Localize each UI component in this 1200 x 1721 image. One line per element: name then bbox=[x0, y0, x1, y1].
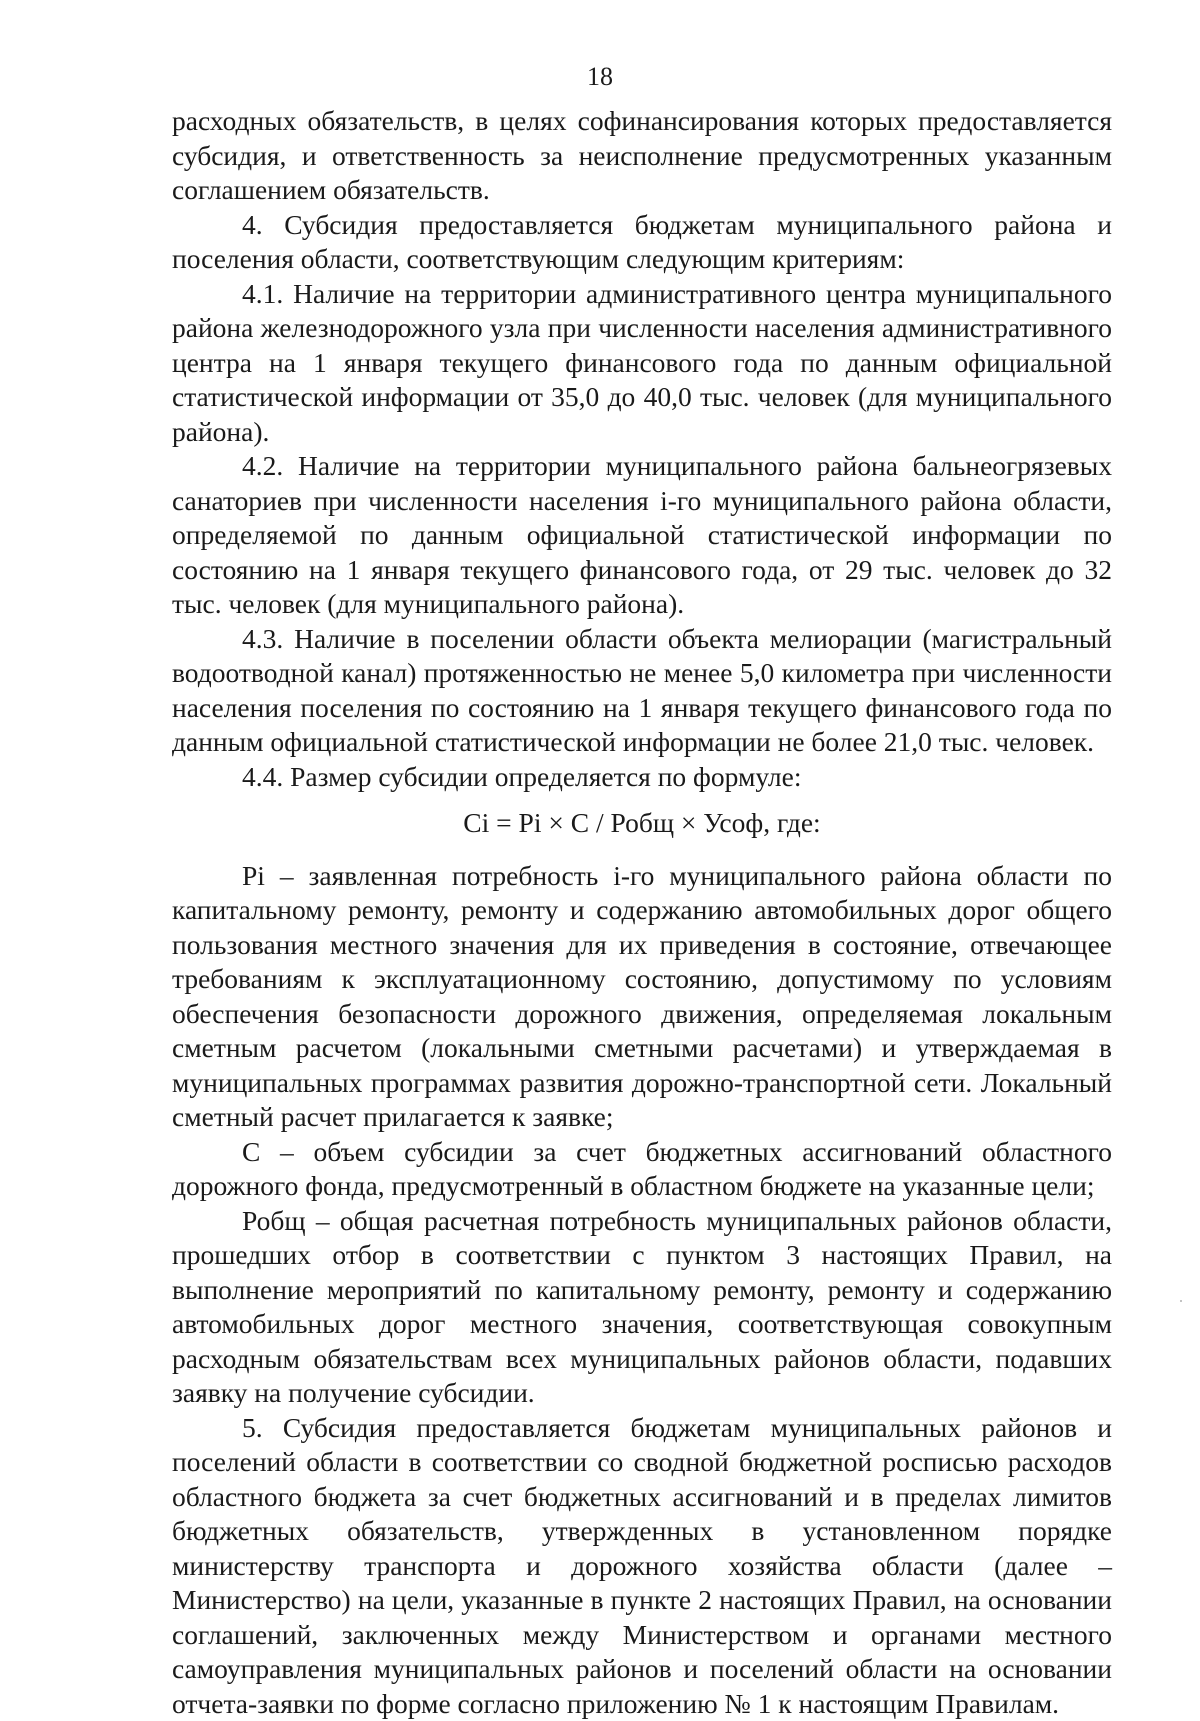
definition-pi: Pi – заявленная потребность i-го муниципального района области по капитальному ремонту, ремонту и содержанию автомобильных дорог общего пользования местного значения для их приведения в состояние, отвечающее требованиям к эксплуатационному состоянию, допустимому по условиям обеспечения безопасности дорожного движения, определяемая локальным сметным расчетом (локальными сметными расчетами) и утверждаемая в муниципальных программах развития дорожно-транспортной сети. Локальный сметный расчет прилагается к заявке; bbox=[172, 859, 1112, 1135]
paragraph-4-1: 4.1. Наличие на территории административного центра муниципального района железнодорожного узла при численности населения административного центра на 1 января текущего финансового года по данным официальной статистической информации от 35,0 до 40,0 тыс. человек (для муниципального района). bbox=[172, 277, 1112, 450]
definition-robsch: Робщ – общая расчетная потребность муниципальных районов области, прошедших отбор в соответствии с пунктом 3 настоящих Правил, на выполнение мероприятий по капитальному ремонту, ремонту и содержанию автомобильных дорог местного значения, соответствующая совокупным расходным обязательствам всех муниципальных районов области, подавших заявку на получение субсидии. bbox=[172, 1204, 1112, 1411]
paragraph-4-4: 4.4. Размер субсидии определяется по формуле: bbox=[172, 760, 1112, 795]
page-number: 18 bbox=[0, 62, 1200, 92]
paragraph-4: 4. Субсидия предоставляется бюджетам муниципального района и поселения области, соответствующим следующим критериям: bbox=[172, 208, 1112, 277]
paragraph-4-3: 4.3. Наличие в поселении области объекта мелиорации (магистральный водоотводной канал) протяженностью не менее 5,0 километра при численности населения поселения по состоянию на 1 января текущего финансового года по данным официальной статистической информации не более 21,0 тыс. человек. bbox=[172, 622, 1112, 760]
scan-speck bbox=[1180, 1300, 1182, 1302]
paragraph-continuation: расходных обязательств, в целях софинансирования которых предоставляется субсидия, и ответственность за неисполнение предусмотренных указанным соглашением обязательств. bbox=[172, 104, 1112, 208]
definition-c: С – объем субсидии за счет бюджетных ассигнований областного дорожного фонда, предусмотренный в областном бюджете на указанные цели; bbox=[172, 1135, 1112, 1204]
paragraph-5: 5. Субсидия предоставляется бюджетам муниципальных районов и поселений области в соответствии со сводной бюджетной росписью расходов областного бюджета за счет бюджетных ассигнований и в пределах лимитов бюджетных обязательств, утвержденных в установленном порядке министерству транспорта и дорожного хозяйства области (далее – Министерство) на цели, указанные в пункте 2 настоящих Правил, на основании соглашений, заключенных между Министерством и органами местного самоуправления муниципальных районов и поселений области на основании отчета-заявки по форме согласно приложению № 1 к настоящим Правилам. bbox=[172, 1411, 1112, 1721]
paragraph-4-2: 4.2. Наличие на территории муниципального района бальнеогрязевых санаториев при численности населения i-го муниципального района области, определяемой по данным официальной статистической информации по состоянию на 1 января текущего финансового года, от 29 тыс. человек до 32 тыс. человек (для муниципального района). bbox=[172, 449, 1112, 622]
document-body bbox=[172, 104, 1112, 1721]
subsidy-formula: Ci = Pi × С / Робщ × Усоф, где: bbox=[172, 806, 1112, 841]
